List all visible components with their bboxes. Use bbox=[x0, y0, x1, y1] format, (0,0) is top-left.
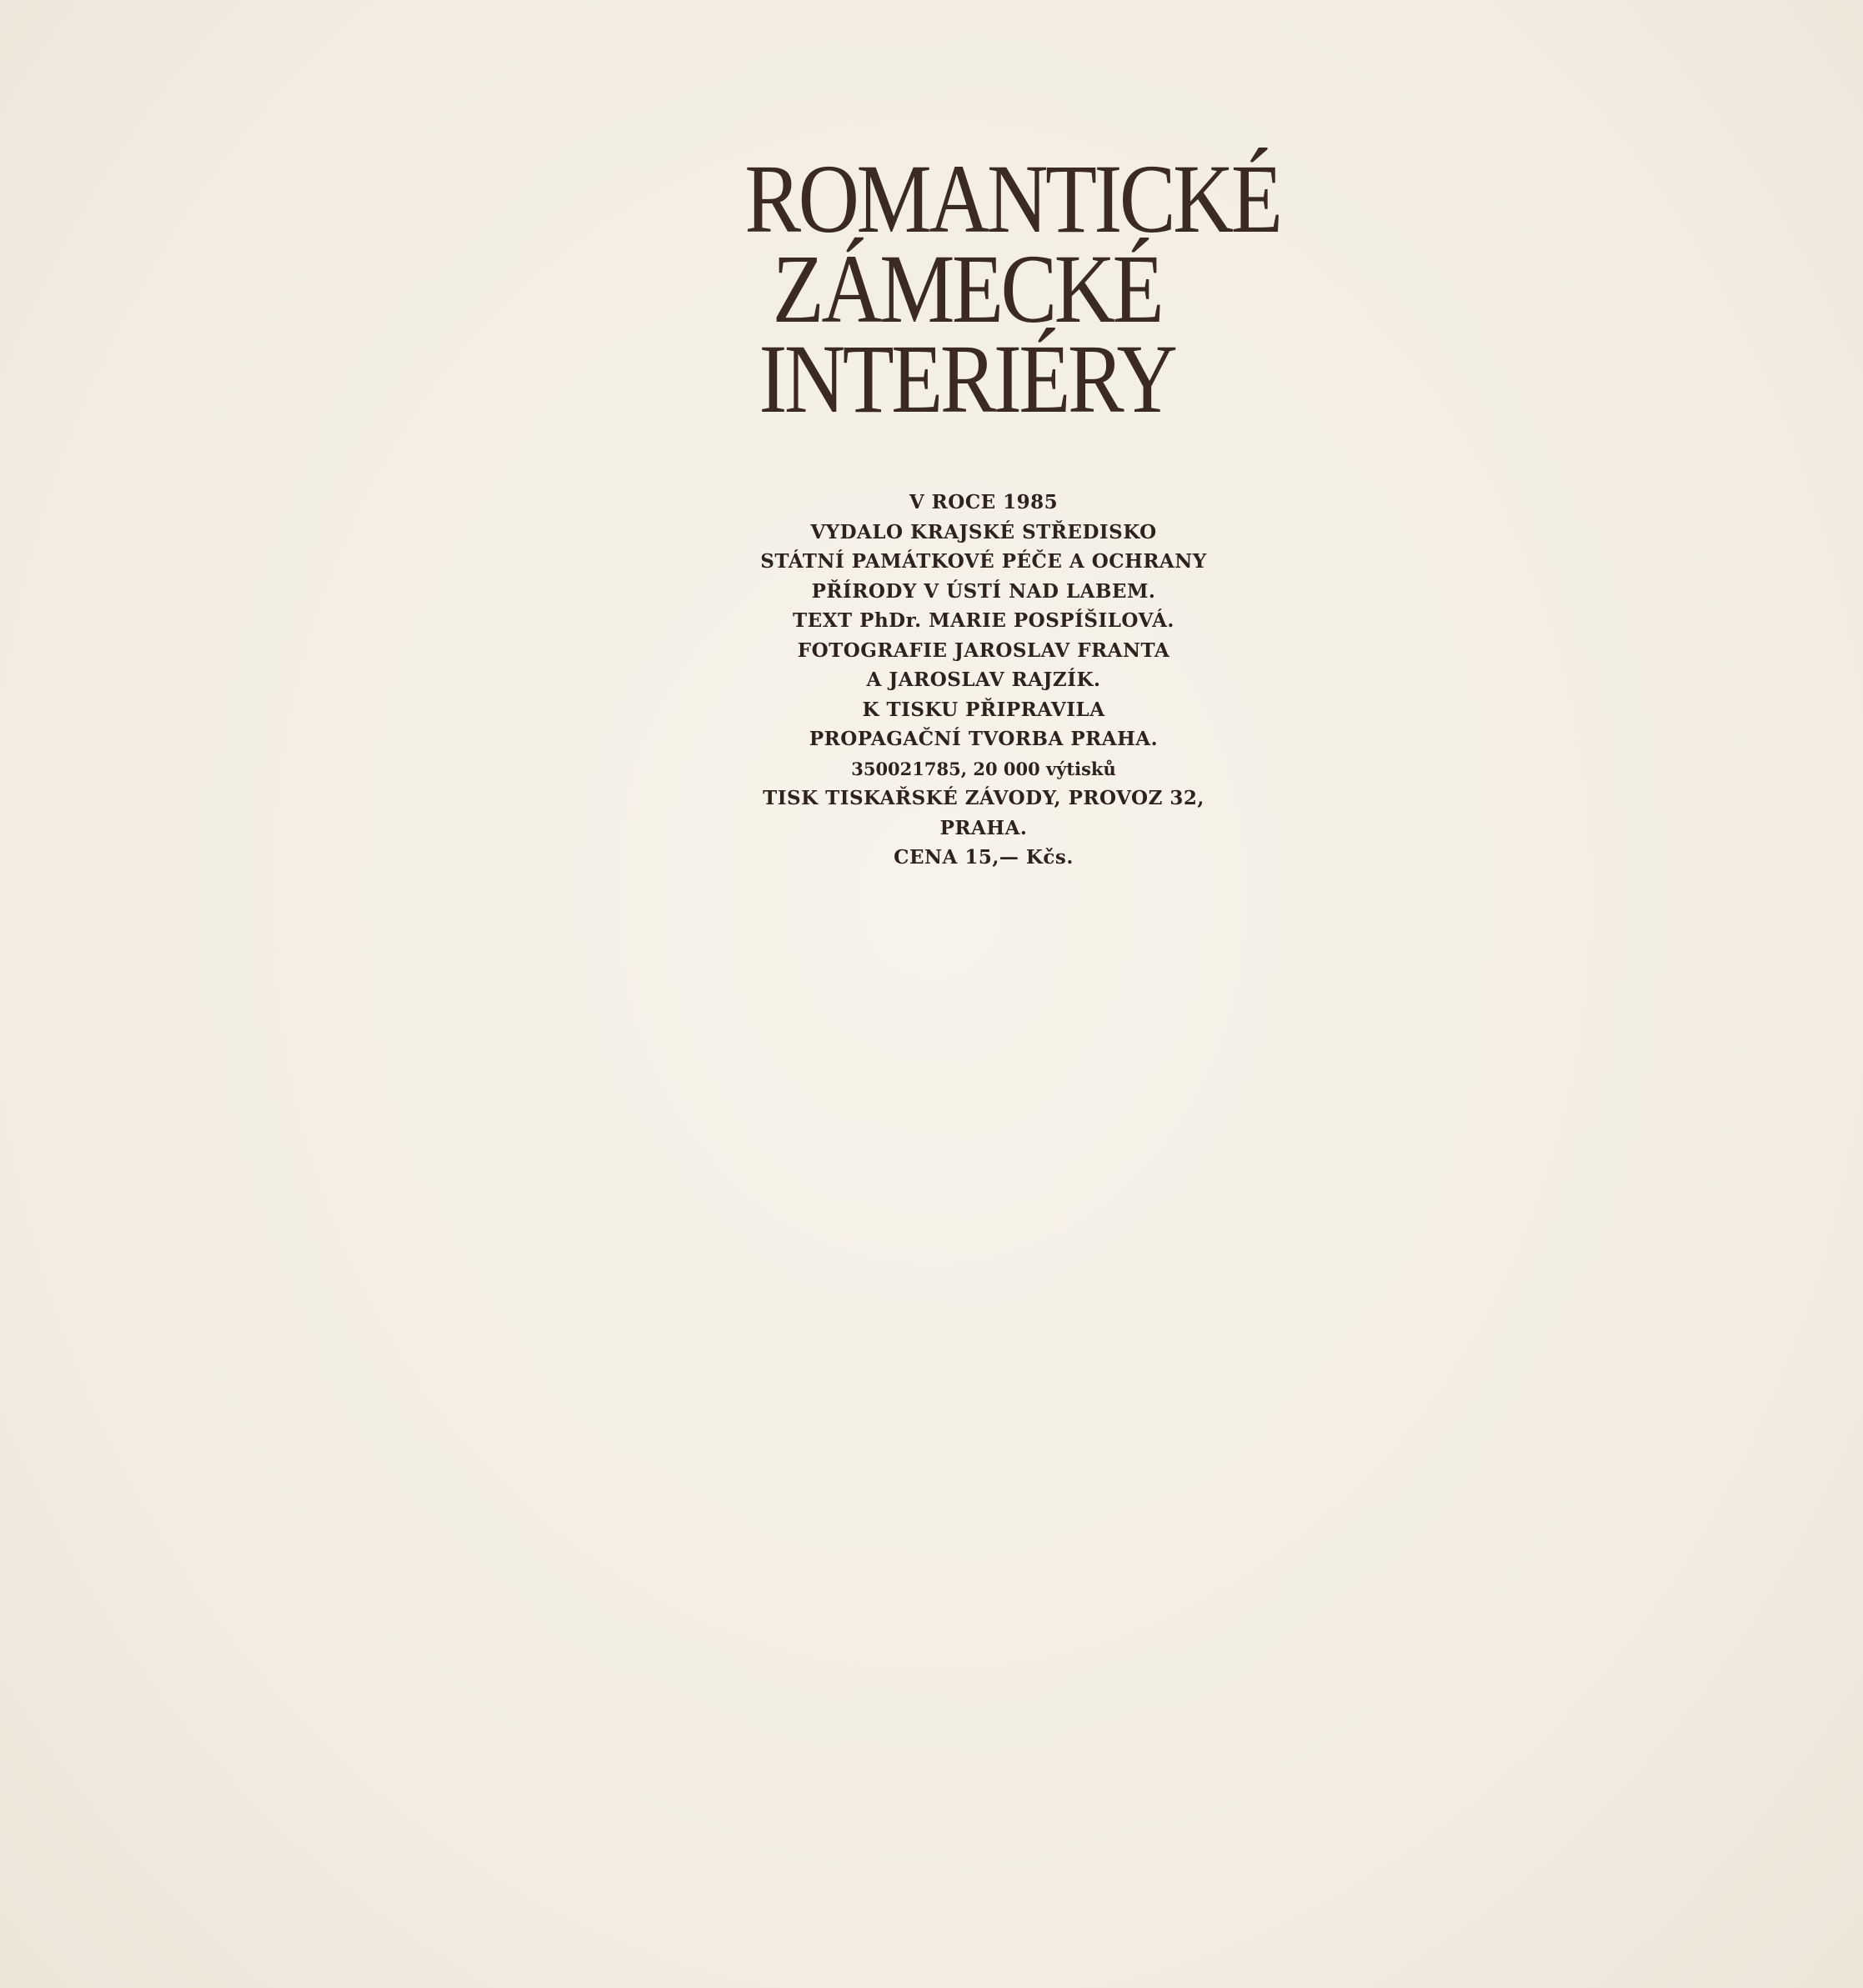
book-title bbox=[709, 144, 1280, 433]
imprint-line: VYDALO KRAJSKÉ STŘEDISKO bbox=[810, 520, 1157, 543]
imprint-line: TISK TISKAŘSKÉ ZÁVODY, PROVOZ 32, bbox=[763, 787, 1204, 809]
imprint-line: PRAHA. bbox=[939, 816, 1028, 839]
title-line-3: INTERIÉRY bbox=[759, 324, 1175, 433]
title-line-1: ROMANTICKÉ bbox=[744, 144, 1280, 253]
imprint-line: A JAROSLAV RAJZÍK. bbox=[866, 669, 1101, 691]
imprint-block bbox=[650, 488, 1317, 873]
imprint-line: CENA 15,— Kčs. bbox=[894, 846, 1074, 869]
imprint-line: PŘÍRODY V ÚSTÍ NAD LABEM. bbox=[811, 579, 1156, 603]
imprint-line: K TISKU PŘIPRAVILA bbox=[862, 698, 1105, 721]
imprint-line: TEXT PhDr. MARIE POSPÍŠILOVÁ. bbox=[793, 609, 1174, 632]
imprint-line: STÁTNÍ PAMÁTKOVÉ PÉČE A OCHRANY bbox=[760, 550, 1207, 573]
imprint-line: V ROCE 1985 bbox=[909, 491, 1059, 513]
title-line-2: ZÁMECKÉ bbox=[772, 234, 1162, 343]
imprint-line: PROPAGAČNÍ TVORBA PRAHA. bbox=[809, 728, 1159, 750]
imprint-line: FOTOGRAFIE JAROSLAV FRANTA bbox=[797, 638, 1170, 662]
imprint-line: 350021785, 20 000 výtisků bbox=[851, 758, 1116, 779]
